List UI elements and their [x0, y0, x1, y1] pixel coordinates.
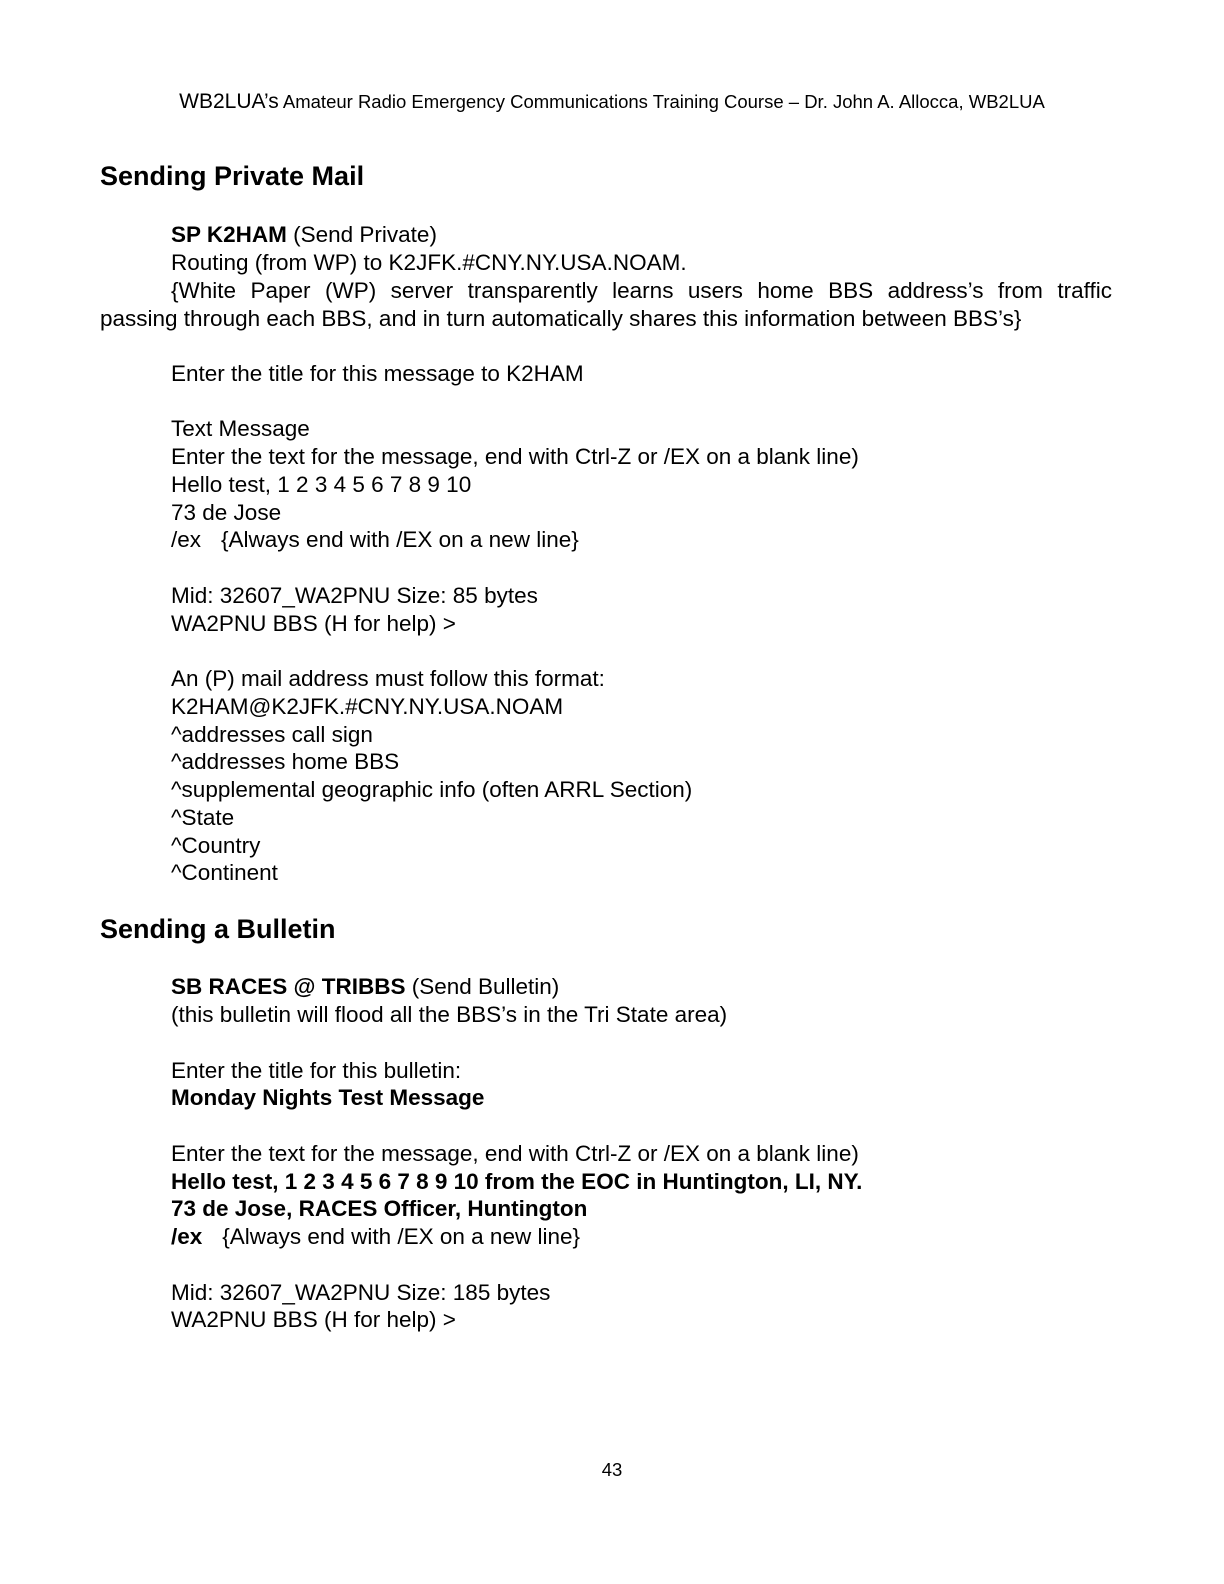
address-example: K2HAM@K2JFK.#CNY.NY.USA.NOAM [171, 694, 564, 719]
ex-command: /ex [171, 527, 202, 552]
sp-command-line [171, 221, 437, 249]
page-number: 43 [601, 1459, 623, 1480]
address-part: ^Continent [171, 860, 278, 885]
bbs-prompt: WA2PNU BBS (H for help) > [171, 611, 456, 636]
ex-note: {Always end with /EX on a new line} [221, 527, 579, 552]
sb-command-line [171, 973, 559, 1001]
text-message-label: Text Message [171, 416, 310, 441]
sp-command-desc: (Send Private) [286, 222, 437, 247]
enter-title-prompt: Enter the title for this message to K2HAM [171, 361, 584, 386]
sb-command: SB RACES @ TRIBBS [171, 974, 406, 999]
white-paper-line-2: passing through each BBS, and in turn automatically shares this information between BBS’s} [100, 306, 1022, 331]
white-paper-line-1: {White Paper (WP) server transparently learns users home BBS address’s from traffic [171, 278, 1112, 303]
running-header [0, 89, 1224, 115]
address-part: ^supplemental geographic info (often ARRL Section) [171, 777, 693, 802]
routing-line: Routing (from WP) to K2JFK.#CNY.NY.USA.NOAM. [171, 250, 687, 275]
enter-text-prompt: Enter the text for the message, end with Ctrl-Z or /EX on a blank line) [171, 444, 859, 469]
flood-note: (this bulletin will flood all the BBS’s in the Tri State area) [171, 1002, 728, 1027]
address-part: ^State [171, 805, 235, 830]
message-body-line: Hello test, 1 2 3 4 5 6 7 8 9 10 [171, 472, 472, 497]
header-callsign: WB2LUA’s [179, 90, 279, 113]
message-signoff: 73 de Jose [171, 500, 282, 525]
bulletin-body-line: Hello test, 1 2 3 4 5 6 7 8 9 10 from the EOC in Huntington, LI, NY. [171, 1169, 863, 1194]
bulletin-title-prompt: Enter the title for this bulletin: [171, 1058, 462, 1083]
format-intro: An (P) mail address must follow this format: [171, 666, 605, 691]
bulletin-mid-size-line: Mid: 32607_WA2PNU Size: 185 bytes [171, 1280, 551, 1305]
bulletin-title: Monday Nights Test Message [171, 1085, 485, 1110]
sp-command: SP K2HAM [171, 222, 287, 247]
sb-command-desc: (Send Bulletin) [405, 974, 560, 999]
address-part: ^addresses home BBS [171, 749, 400, 774]
mid-size-line: Mid: 32607_WA2PNU Size: 85 bytes [171, 583, 538, 608]
header-course-title: Amateur Radio Emergency Communications Training Course – Dr. John A. Allocca, WB2LUA [278, 91, 1045, 112]
heading-bulletin: Sending a Bulletin [100, 914, 336, 944]
white-paper-note [100, 277, 1112, 333]
bulletin-ex-command: /ex [171, 1224, 203, 1249]
address-part: ^Country [171, 833, 261, 858]
heading-private-mail: Sending Private Mail [100, 161, 365, 191]
bulletin-signoff: 73 de Jose, RACES Officer, Huntington [171, 1196, 588, 1221]
bulletin-text-prompt: Enter the text for the message, end with Ctrl-Z or /EX on a blank line) [171, 1141, 859, 1166]
bulletin-ex-note: {Always end with /EX on a new line} [222, 1224, 580, 1249]
bulletin-bbs-prompt: WA2PNU BBS (H for help) > [171, 1307, 456, 1332]
ex-line [171, 526, 579, 554]
bulletin-ex-line [171, 1223, 580, 1251]
address-part: ^addresses call sign [171, 722, 373, 747]
